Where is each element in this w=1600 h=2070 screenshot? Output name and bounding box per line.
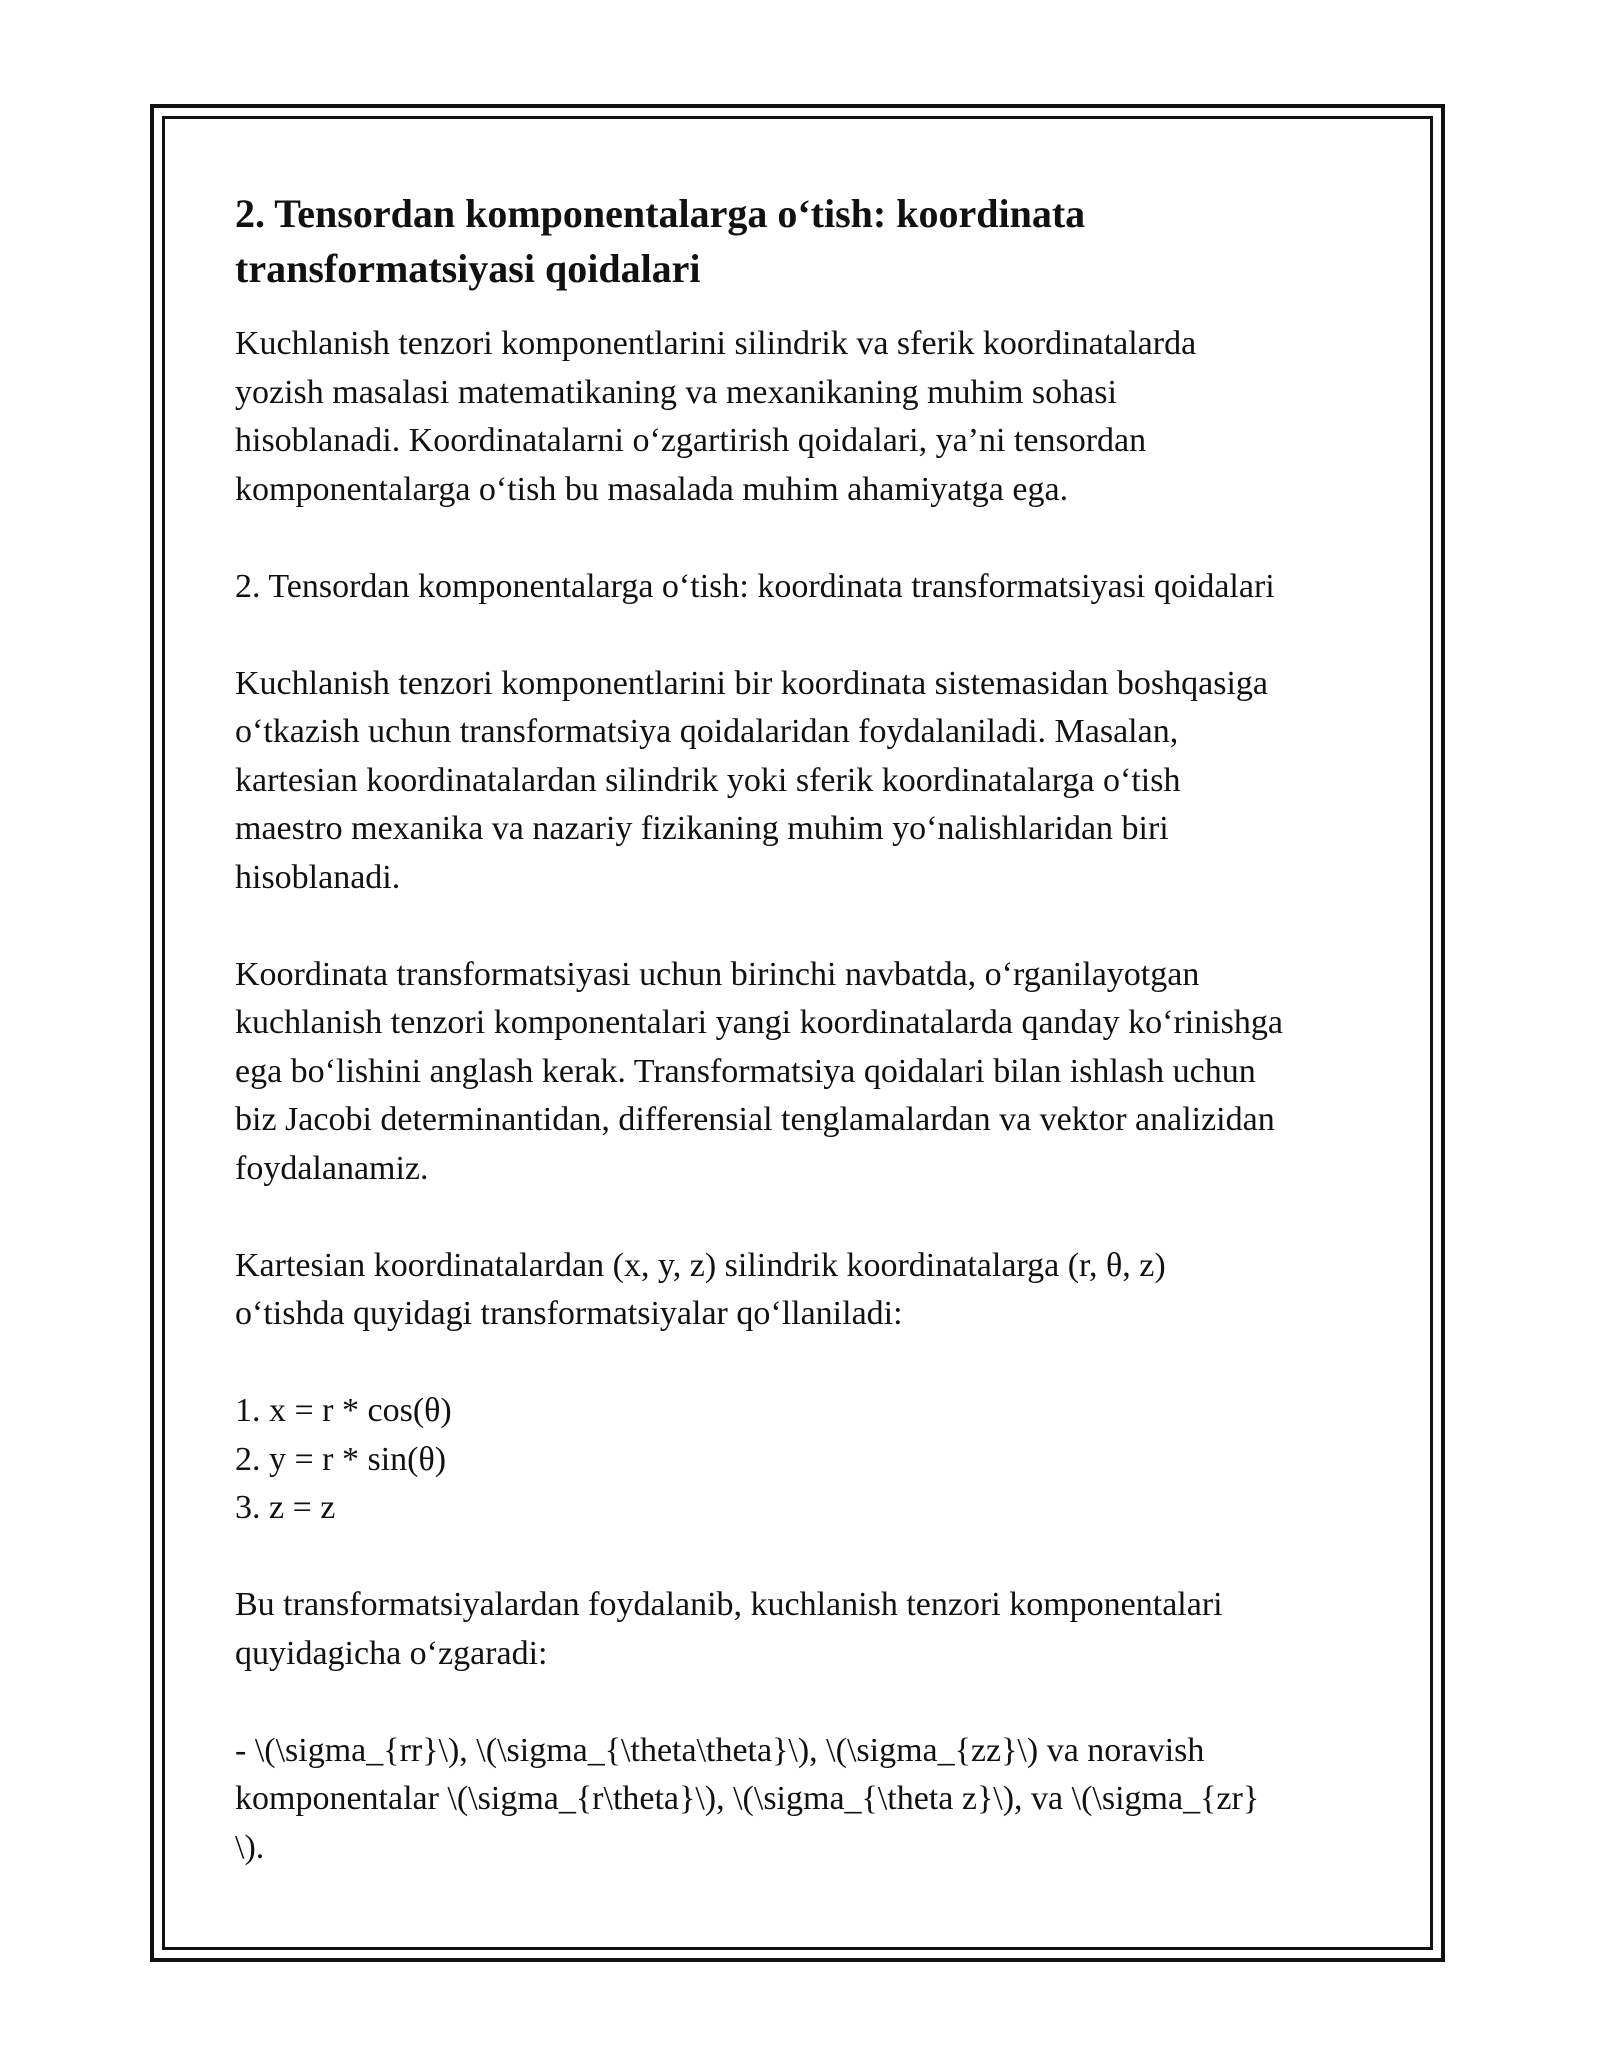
text-line: maestro mexanika va nazariy fizikaning muhim yo‘nalishlaridan biri	[235, 810, 1169, 847]
text-line: hisoblanadi.	[235, 858, 401, 896]
text-line: \).	[235, 1828, 265, 1866]
document-body	[235, 186, 1390, 1921]
text-line: komponentalar \(\sigma_{r\theta}\), \(\sigma_{\theta z}\), va \(\sigma_{zr}	[235, 1780, 1260, 1817]
text-line: 2. Tensordan komponentalarga o‘tish: koordinata transformatsiyasi qoidalari	[235, 567, 1275, 605]
text-line: Kuchlanish tenzori komponentlarini silindrik va sferik koordinatalarda	[235, 325, 1197, 362]
paragraph-stress-components	[235, 1581, 1390, 1678]
paragraph-intro	[235, 320, 1390, 514]
paragraph-transformation-rules	[235, 660, 1390, 903]
paragraph-coordinate-transformation	[235, 951, 1390, 1194]
text-line: Koordinata transformatsiyasi uchun birinchi navbatda, o‘rganilayotgan	[235, 955, 1200, 993]
text-line: Bu transformatsiyalardan foydalanib, kuchlanish tenzori komponentalari	[235, 1586, 1223, 1623]
text-line: yozish masalasi matematikaning va mexanikaning muhim sohasi	[235, 373, 1117, 411]
section-heading	[235, 186, 1390, 296]
text-line: biz Jacobi determinantidan, differensial tenglamalardan va vektor analizidan	[235, 1101, 1275, 1138]
paragraph-subheading	[235, 563, 1390, 612]
heading-line: transformatsiyasi qoidalari	[235, 246, 701, 291]
formula-item: 2. y = r * sin(θ)	[235, 1440, 447, 1478]
text-line: kuchlanish tenzori komponentalari yangi koordinatalarda qanday ko‘rinishga	[235, 1004, 1284, 1041]
text-line: Kartesian koordinatalardan (x, y, z) silindrik koordinatalarga (r, θ, z)	[235, 1246, 1166, 1284]
formula-item: 1. x = r * cos(θ)	[235, 1392, 452, 1429]
formula-item: 3. z = z	[235, 1489, 336, 1526]
paragraph-cartesian-to-cylindrical	[235, 1242, 1390, 1339]
text-line: ega bo‘lishini anglash kerak. Transformatsiya qoidalari bilan ishlash uchun	[235, 1052, 1256, 1090]
text-line: foydalanamiz.	[235, 1149, 429, 1187]
text-line: - \(\sigma_{rr}\), \(\sigma_{\theta\theta}\), \(\sigma_{zz}\) va noravish	[235, 1731, 1205, 1769]
formula-list	[235, 1387, 1390, 1533]
text-line: o‘tishda quyidagi transformatsiyalar qo‘llaniladi:	[235, 1295, 903, 1332]
text-line: komponentalarga o‘tish bu masalada muhim ahamiyatga ega.	[235, 470, 1069, 508]
text-line: hisoblanadi. Koordinatalarni o‘zgartirish qoidalari, ya’ni tensordan	[235, 422, 1147, 459]
text-line: Kuchlanish tenzori komponentlarini bir koordinata sistemasidan boshqasiga	[235, 664, 1268, 702]
text-line: quyidagicha o‘zgaradi:	[235, 1634, 548, 1672]
text-line: o‘tkazish uchun transformatsiya qoidalaridan foydalaniladi. Masalan,	[235, 713, 1179, 750]
text-line: kartesian koordinatalardan silindrik yoki sferik koordinatalarga o‘tish	[235, 761, 1181, 799]
paragraph-sigma-list	[235, 1727, 1390, 1873]
heading-line: 2. Tensordan komponentalarga o‘tish: koordinata	[235, 191, 1086, 236]
